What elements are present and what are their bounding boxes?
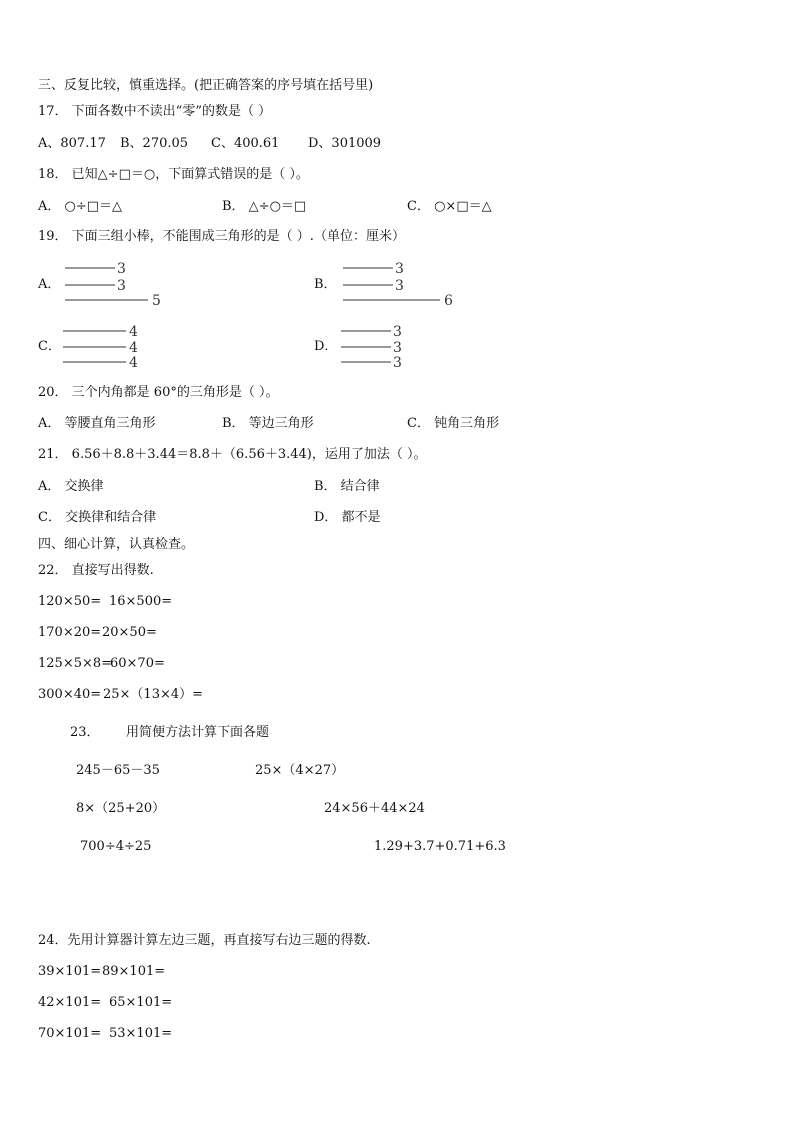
- q24-item: 39×101=: [38, 964, 102, 979]
- question-19-stem: 19． 下面三组小棒，不能围成三角形的是（ ）.（单位：厘米）: [38, 229, 405, 244]
- q21-option-b: B． 结合律: [314, 479, 380, 494]
- q20-option-a: A． 等腰直角三角形: [38, 416, 156, 431]
- q19-option-a-sticks: [62, 261, 172, 309]
- q24-item: 70×101=: [38, 1026, 102, 1041]
- q17-option-c: C、400.61: [211, 136, 280, 151]
- question-18-stem: 18． 已知△÷□＝○，下面算式错误的是（ ）。: [38, 167, 309, 182]
- q19-option-c-letter: C．: [38, 339, 61, 354]
- stick-length: 3: [393, 324, 402, 340]
- q22-item: 25×（13×4）=: [103, 687, 204, 702]
- q19-option-d-sticks: [338, 323, 448, 373]
- q19-option-a-letter: A．: [38, 277, 61, 292]
- q22-item: 60×70=: [110, 656, 165, 671]
- q17-option-b: B、270.05: [120, 136, 189, 151]
- question-23-number: 23．: [70, 725, 100, 740]
- stick-length: 3: [395, 261, 404, 277]
- q19-option-c-sticks: [60, 323, 170, 373]
- q23-item: 24×56＋44×24: [324, 801, 425, 816]
- q17-option-d: D、301009: [308, 136, 382, 151]
- question-24-stem: 24．先用计算器计算左边三题，再直接写右边三题的得数.: [38, 933, 371, 948]
- q18-option-a: A． ○÷□＝△: [38, 199, 123, 214]
- question-23-stem: 用简便方法计算下面各题: [126, 725, 270, 740]
- section-3-heading: 三、反复比较，慎重选择。(把正确答案的序号填在括号里): [38, 78, 374, 93]
- q20-option-b: B． 等边三角形: [222, 416, 314, 431]
- q23-item: 245－65－35: [76, 763, 160, 778]
- q23-item: 700÷4÷25: [80, 839, 152, 854]
- q24-item: 89×101=: [102, 964, 166, 979]
- q21-option-a: A． 交换律: [38, 479, 104, 494]
- stick-length: 4: [129, 324, 138, 340]
- stick-length: 3: [395, 278, 404, 294]
- q24-item: 65×101=: [109, 995, 173, 1010]
- stick-length: 5: [152, 293, 161, 309]
- question-22-stem: 22． 直接写出得数.: [38, 563, 154, 578]
- q22-item: 300×40=: [38, 687, 102, 702]
- q24-item: 53×101=: [109, 1026, 173, 1041]
- q18-option-b: B． △÷○＝□: [222, 199, 307, 214]
- section-4-heading: 四、细心计算，认真检查。: [38, 537, 195, 552]
- stick-length: 3: [117, 261, 126, 277]
- q24-item: 42×101=: [38, 995, 102, 1010]
- question-21-stem: 21． 6.56＋8.8＋3.44＝8.8＋（6.56＋3.44)，运用了加法（ ）。: [38, 447, 427, 462]
- q20-option-c: C． 钝角三角形: [407, 416, 500, 431]
- q17-option-a: A、807.17: [38, 136, 106, 151]
- stick-length: 3: [393, 355, 402, 371]
- stick-length: 4: [129, 355, 138, 371]
- q23-item: 1.29+3.7+0.71+6.3: [374, 839, 506, 854]
- q19-option-d-letter: D．: [314, 339, 338, 354]
- stick-length: 6: [444, 293, 453, 309]
- q22-item: 20×50=: [102, 625, 157, 640]
- question-20-stem: 20． 三个内角都是 60°的三角形是（ ）。: [38, 385, 279, 400]
- stick-length: 4: [129, 340, 138, 356]
- q19-option-b-letter: B．: [314, 277, 337, 292]
- question-17-stem: 17． 下面各数中不读出“零”的数是（ ）: [38, 104, 272, 119]
- q22-item: 120×50=: [38, 594, 102, 609]
- q22-item: 170×20=: [38, 625, 102, 640]
- q23-item: 8×（25+20）: [76, 801, 166, 816]
- q18-option-c: C． ○×□＝△: [407, 199, 492, 214]
- stick-length: 3: [117, 278, 126, 294]
- stick-length: 3: [393, 340, 402, 356]
- q21-option-d: D． 都不是: [314, 510, 381, 525]
- q19-option-b-sticks: [340, 261, 470, 309]
- q22-item: 16×500=: [109, 594, 173, 609]
- q23-item: 25×（4×27）: [255, 763, 345, 778]
- q21-option-c: C． 交换律和结合律: [38, 510, 157, 525]
- q22-item: 125×5×8=: [38, 656, 113, 671]
